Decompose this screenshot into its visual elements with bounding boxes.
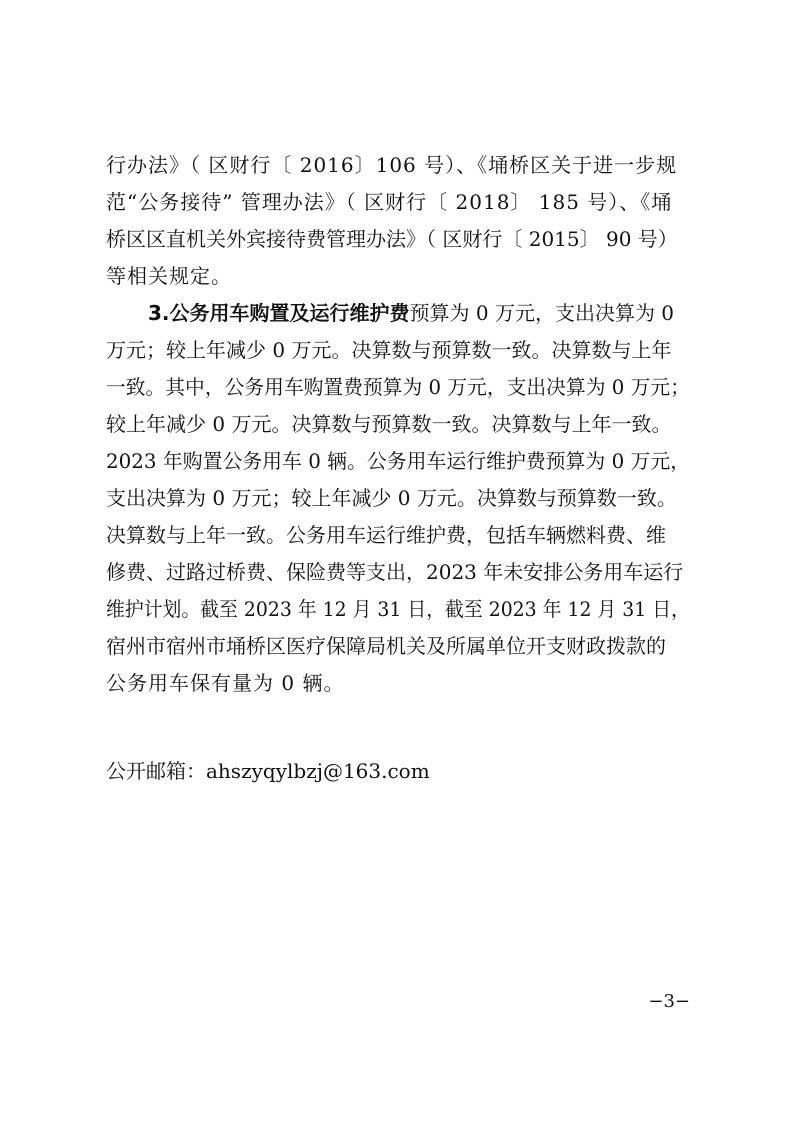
page-number: −3− [648, 991, 690, 1012]
paragraph2-line-5: 2023 年购置公务用车 0 辆。公务用车运行维护费预算为 0 万元， [106, 449, 691, 473]
paragraph2-line-8: 修费、过路过桥费、保险费等支出，2023 年未安排公务用车运行 [106, 560, 684, 584]
paragraph2-line-11: 公务用车保有量为 0 辆。 [106, 671, 345, 695]
paragraph2-line-10: 宿州市宿州市埇桥区医疗保障局机关及所属单位开支财政拨款的 [106, 634, 666, 658]
section-heading: 3.公务用车购置及运行维护费 [148, 301, 410, 325]
paragraph1-line-3: 桥区区直机关外宾接待费管理办法》（ 区财行〔 2015〕 90 号） [106, 227, 678, 251]
paragraph1-line-4: 等相关规定。 [106, 264, 232, 288]
paragraph2-line-6: 支出决算为 0 万元；较上年减少 0 万元。决算数与预算数一致。 [106, 486, 677, 510]
paragraph2-line-2: 万元；较上年减少 0 万元。决算数与预算数一致。决算数与上年 [106, 338, 672, 362]
paragraph2-line-4: 较上年减少 0 万元。决算数与预算数一致。决算数与上年一致。 [106, 412, 672, 436]
paragraph2-first-line-rest: 预算为 0 万元，支出决算为 0 [409, 301, 675, 325]
paragraph1-line-1: 行办法》（ 区财行〔 2016〕106 号）、《埇桥区关于进一步规 [106, 153, 678, 177]
paragraph2-line-3: 一致。其中，公务用车购置费预算为 0 万元，支出决算为 0 万元； [106, 375, 690, 399]
body-text [106, 147, 690, 702]
paragraph2-first-line [106, 295, 690, 332]
public-email: 公开邮箱：ahszyqylbzj@163.com [106, 759, 430, 783]
paragraph1-line-2: 范“公务接待” 管理办法》（ 区财行〔 2018〕 185 号）、《埇 [106, 190, 673, 214]
paragraph2-line-9: 维护计划。截至 2023 年 12 月 31 日，截至 2023 年 12 月 31 日， [106, 597, 690, 621]
paragraph2-line-7: 决算数与上年一致。公务用车运行维护费，包括车辆燃料费、维 [106, 523, 666, 547]
